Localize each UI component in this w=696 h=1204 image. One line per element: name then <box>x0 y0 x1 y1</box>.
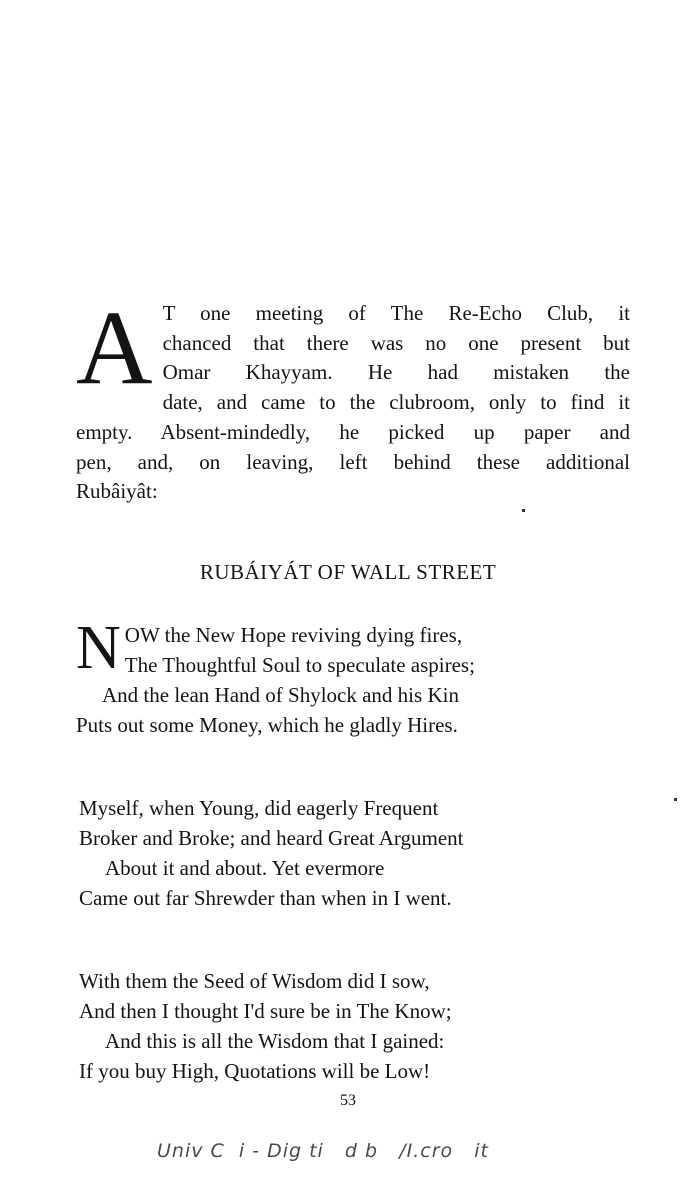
stanza <box>76 614 475 740</box>
intro-line: chanced that there was no one present but <box>162 330 630 355</box>
verse-line: OW the New Hope reviving dying fires, <box>124 623 463 647</box>
verse-line: Broker and Broke; and heard Great Argument <box>79 826 464 850</box>
verse-line: And this is all the Wisdom that I gained: <box>105 1029 445 1053</box>
verse-line: With them the Seed of Wisdom did I sow, <box>79 969 430 993</box>
intro-drop-cap: A <box>76 289 153 406</box>
verse-line: Came out far Shrewder than when in I went. <box>79 886 452 910</box>
verse-line: If you buy High, Quotations will be Low! <box>79 1059 431 1083</box>
intro-line: Rubâiyât: <box>76 479 158 504</box>
intro-line: empty. Absent-mindedly, he picked up paper and <box>76 419 630 444</box>
intro-paragraph <box>76 289 630 507</box>
verse-line: Puts out some Money, which he gladly Hires. <box>76 713 458 737</box>
verse-line: The Thoughtful Soul to speculate aspires; <box>124 653 475 677</box>
page-number: 53 <box>340 1092 356 1109</box>
digitization-watermark: Univ C i - Dig ti d b /I.cro it <box>157 1140 489 1162</box>
verse-line: And then I thought I'd sure be in The Know; <box>79 999 452 1023</box>
verse-line: Myself, when Young, did eagerly Frequent <box>79 796 439 820</box>
print-speck <box>522 509 525 512</box>
intro-line: T one meeting of The Re-Echo Club, it <box>162 301 630 325</box>
verse-line: About it and about. Yet evermore <box>105 856 385 880</box>
intro-line: pen, and, on leaving, left behind these additional <box>76 449 630 474</box>
intro-line: Omar Khayyam. He had mistaken the <box>162 360 630 385</box>
stanza <box>79 966 452 1086</box>
print-speck <box>674 798 677 801</box>
poem-title: RUBÁIYÁT OF WALL STREET <box>199 560 497 584</box>
verse-line: And the lean Hand of Shylock and his Kin <box>102 683 459 707</box>
intro-line: date, and came to the clubroom, only to find it <box>162 390 630 415</box>
stanza <box>79 793 464 913</box>
stanza-drop-cap: N <box>76 614 121 682</box>
